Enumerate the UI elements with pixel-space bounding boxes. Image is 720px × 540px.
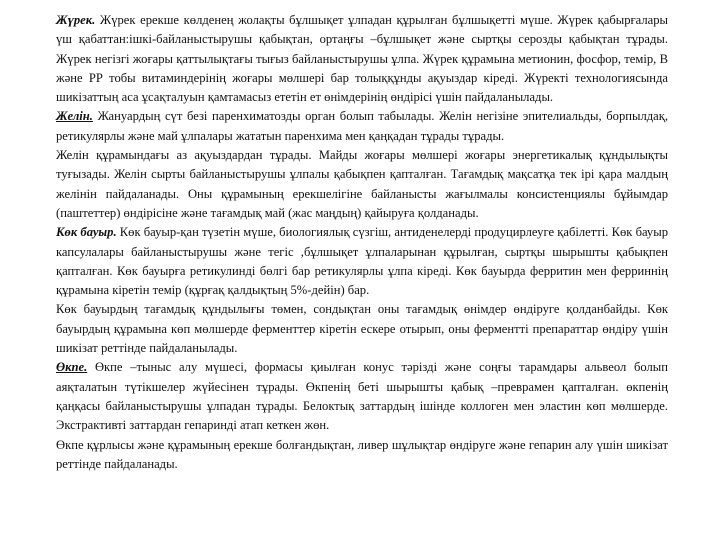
paragraph-lung xyxy=(56,358,668,435)
paragraph-text: Көк бауыр-қан түзетін мүше, биологиялық сүзгіш, антиденелерді продуцирлеуге қабілетті. Көк бауыр капсулалары байланыстырушы және тегіс ,бұлшықет ұлпаларынан құрылған, сыртқы шырышты қабықпен қапталған. Көк бауырға ретикулинді бөлгі бар ретикулярлы ұлпа кіреді. Көк бауырда ферритин мен ферриннің құрамына кіретін темір (құрғақ қалдықтың 5%-дейін) бар. xyxy=(56,225,668,298)
paragraph-text: Жүрек ерекше көлденең жолақты бұлшықет ұлпадан құрылған бұлшықетті мүше. Жүрек қабырғалары үш қабаттан:ішкі-байланыстырушы қабықтан, ортаңғы –бұлшықет және сыртқы серозды қабықтан тұрады. Жүрек негізгі жоғары қаттылықтағы тығыз байланыстырушы ұлпа. Жүрек құрамына метионин, фосфор, темір, В және РР тобы витаминдерінің жоғары мөлшері бар толыққұнды ақуыздар кіреді. Жүректі технологиясында шикізаттың аса ұсақталуын қамтамасыз ететін ет өнімдерінің өндірісі үшін пайдаланылады. xyxy=(56,13,668,105)
paragraph-text: Желін құрамындағы аз ақуыздардан тұрады. Майды жоғары мөлшері жоғары энергетикалық құндылықты туғызады. Желін сырты байланыстырушы ұлпалы қабықпен қапталған. Тағамдық мақсатқа тек ірі қара малдың желінін пайдаланады. Оны құрамының ерекшелігіне байланысты жағылмалы консистенциялы бұйымдар (паштеттер) өндірісіне және тағамдық май (жас маңдың) қайыруға қолданады. xyxy=(56,148,668,220)
term-heart: Жүрек. xyxy=(56,13,96,27)
paragraph-text: Көк бауырдың тағамдық құндылығы төмен, сондықтан оны тағамдық өнімдер өндіруге қолданбайды. Көк бауырдың құрамына көп мөлшерде ферменттер кіретін ескере отырып, оны ферментті препараттар өндіру үшін шикізат реттінде пайдаланылады. xyxy=(56,302,668,356)
document-page xyxy=(56,11,668,474)
paragraph-lung-use xyxy=(56,436,668,475)
term-lung: Өкпе. xyxy=(56,360,88,375)
paragraph-text: Жануардың сүт безі паренхиматозды орган болып табылады. Желін негізіне эпителиальды, борпылдақ, ретикулярлы және май ұлпалары жататын паренхима мен қаңқадан тұрады тұрады. xyxy=(56,109,668,143)
paragraph-text: Өкпе құрлысы және құрамының ерекше болғандықтан, ливер шұлықтар өндіруге және гепарин алу үшін шикізат реттінде пайдаланады. xyxy=(56,437,668,471)
paragraph-udder-composition xyxy=(56,146,668,223)
paragraph-text: Өкпе –тыныс алу мүшесі, формасы қиылған конус тәрізді және соңғы тарамдары альвеол болып аяқталатын түтікшелер жүйесінен тұрады. Өкпенің беті шырышты қабық –преврамен қапталған. өкпенің қаңқасы байланыстырушы ұлпадан тұрады. Белоктық заттардың ішінде коллоген мен эластин көп мөлшерде. Экстрактивті заттардан гепаринді атап кеткен жөн. xyxy=(56,360,668,433)
paragraph-spleen-value xyxy=(56,300,668,358)
paragraph-udder xyxy=(56,107,668,146)
term-udder: Желін. xyxy=(56,109,93,124)
term-spleen: Көк бауыр. xyxy=(56,225,117,240)
paragraph-spleen xyxy=(56,223,668,300)
paragraph-heart xyxy=(56,11,668,107)
